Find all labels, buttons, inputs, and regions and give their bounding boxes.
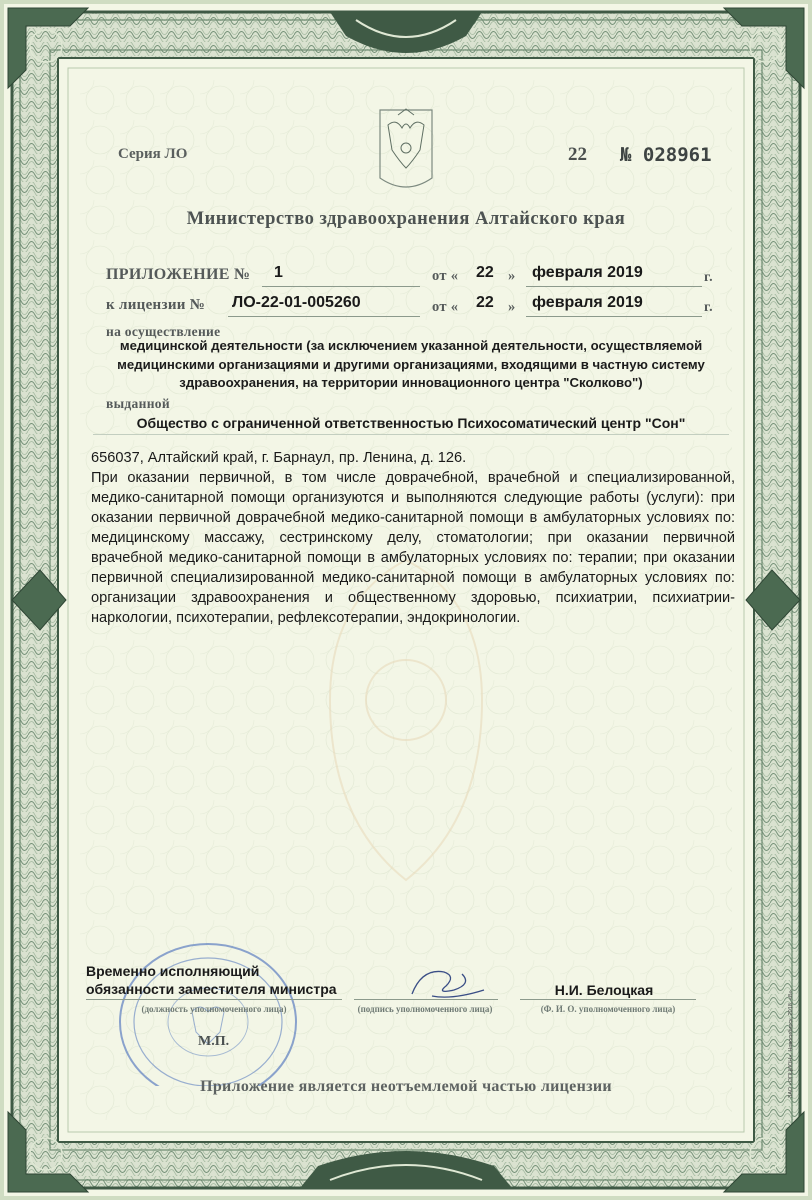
license-number-underline bbox=[228, 316, 420, 317]
body-text bbox=[91, 448, 735, 628]
signatory-name: Н.И. Белоцкая bbox=[554, 982, 654, 998]
footer-note: Приложение является неотъемлемой частью лицензии bbox=[200, 1078, 612, 1095]
signatory-position-line1: Временно исполняющий bbox=[86, 963, 260, 979]
name-caption: (Ф. И. О. уполномоченного лица) bbox=[540, 1004, 676, 1014]
signature-caption: (подпись уполномоченного лица) bbox=[357, 1004, 493, 1014]
name-underline bbox=[520, 999, 696, 1000]
appendix-year-suffix: г. bbox=[704, 270, 713, 285]
appendix-day: 22 bbox=[476, 264, 494, 281]
appendix-close-quote: » bbox=[508, 268, 516, 284]
issued-label: выданной bbox=[106, 396, 170, 411]
license-year-suffix: г. bbox=[704, 300, 713, 315]
appendix-number-underline bbox=[262, 286, 420, 287]
body-address: 656037, Алтайский край, г. Барнаул, пр. Ленина, д. 126. bbox=[91, 450, 467, 466]
position-underline bbox=[86, 999, 342, 1000]
activity-label: на осуществление bbox=[106, 324, 221, 339]
appendix-number: 1 bbox=[274, 264, 283, 281]
license-label: к лицензии № bbox=[106, 297, 206, 313]
issuing-authority: Министерство здравоохранения Алтайского края bbox=[186, 209, 626, 229]
license-close-quote: » bbox=[508, 299, 516, 315]
license-from-label: от « bbox=[432, 299, 459, 315]
organization-underline bbox=[93, 434, 729, 435]
signature-underline bbox=[354, 999, 498, 1000]
series-region: 22 bbox=[568, 144, 587, 165]
appendix-from-label: от « bbox=[432, 268, 459, 284]
appendix-date-underline bbox=[526, 286, 702, 287]
signatory-position-line2: обязанности заместителя министра bbox=[86, 981, 337, 997]
activity-text: медицинской деятельности (за исключением указанной деятельности, осуществляемой медицинскими организациями и другими организациями, входящими в частную систему здравоохранения, на территории инновационного центра "Сколково") bbox=[117, 338, 705, 390]
license-month-year: февраля 2019 bbox=[532, 294, 643, 311]
issued-organization: Общество с ограниченной ответственностью Психосоматический центр "Сон" bbox=[136, 415, 686, 431]
series-number: № 028961 bbox=[620, 144, 712, 166]
printer-mark-anchor bbox=[788, 988, 800, 1099]
signatory-position bbox=[86, 962, 337, 998]
position-caption: (должность уполномоченного лица) bbox=[141, 1004, 287, 1014]
printer-mark: ЗАО «ОПЦИОН», Новосибирск, 2018, «Б». bbox=[788, 988, 794, 1098]
handwritten-signature-icon bbox=[392, 960, 502, 1004]
license-date-underline bbox=[526, 316, 702, 317]
series-label: Серия ЛО bbox=[118, 146, 188, 162]
appendix-month-year: февраля 2019 bbox=[532, 264, 643, 281]
seal-place-label: М.П. bbox=[198, 1034, 230, 1049]
license-day: 22 bbox=[476, 294, 494, 311]
license-number: ЛО-22-01-005260 bbox=[232, 294, 361, 311]
appendix-label: ПРИЛОЖЕНИЕ № bbox=[106, 266, 251, 283]
body-works: При оказании первичной, в том числе доврачебной, врачебной и специализированной, медико-санитарной помощи организуются и выполняются следующие работы (услуги): при оказании первичной доврачебной медико-санитарной помощи в амбулаторных условиях по: медицинскому массажу, сестринскому делу, стоматологии; при оказании первичной врачебной медико-санитарной помощи в амбулаторных условиях по: терапии; при оказании первичной специализированной медико-санитарной помощи в амбулаторных условиях по: организации здравоохранения и общественному здоровью, психиатрии, психиатрии-наркологии, психотерапии, рефлексотерапии, эндокринологии. bbox=[91, 470, 735, 626]
